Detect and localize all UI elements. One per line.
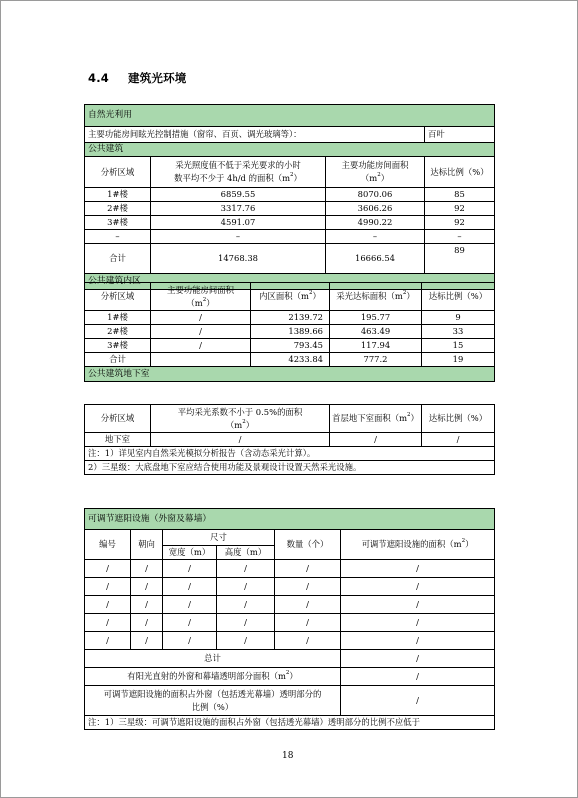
table-cell: / [151,311,251,325]
table-cell: 9 [422,311,495,325]
table-row [85,202,495,216]
direct-sun-value: / [341,668,495,686]
table-row [85,614,495,632]
glare-control-label: 主要功能房间眩光控制措施（窗帘、百页、调光玻璃等）： [85,127,425,143]
table-cell: / [217,578,275,596]
table-cell: 1#楼 [85,311,151,325]
section-heading [88,70,187,86]
table-row [85,216,495,230]
table-cell: 1389.66 [251,325,330,339]
table-cell: 6859.55 [151,188,326,202]
table-cell: / [341,596,495,614]
superscript-2: 2 [377,172,381,178]
table-cell: 4990.22 [326,216,425,230]
table-cell: 4233.84 [251,353,330,367]
table-cell: / [330,433,422,447]
col-orientation: 朝向 [131,530,163,560]
shading-header: 可调节遮阳设施（外窗及幕墙） [85,509,495,530]
table-cell: / [85,596,131,614]
superscript-2: 2 [202,296,207,303]
table-cell: 8070.06 [326,188,425,202]
col-ratio: 达标比例（%） [422,405,495,433]
table-cell: 合计 [85,353,151,367]
table-row [85,560,495,578]
cell-text: 内区面积（m [259,291,309,301]
glare-control-value: 百叶 [425,127,495,143]
col-number: 编号 [85,530,131,560]
table-row [85,433,495,447]
shading-ratio-row [85,686,495,716]
table-cell: 33 [422,325,495,339]
superscript-2: 2 [308,290,313,296]
table-cell: 195.77 [330,311,422,325]
table-cell: / [275,596,341,614]
cell-text: （m [186,297,203,308]
table-cell: / [85,614,131,632]
table-cell: / [217,596,275,614]
basement-table [84,404,495,475]
table-cell: / [217,632,275,650]
table-cell: / [275,632,341,650]
table-cell: – [425,230,495,244]
table-cell: 92 [425,216,495,230]
total-row [85,650,495,668]
table-row [85,230,495,244]
table-cell: / [151,325,251,339]
table-cell: / [151,433,330,447]
table-cell: 1#楼 [85,188,151,202]
cell-text: 主要功能房间面积 [341,160,409,170]
table-cell: / [85,578,131,596]
total-value: / [341,650,495,668]
cell-text: 平均采光系数不小于 0.5%的面积 [177,406,303,417]
col-shading-area: 可调节遮阳设施的面积$(m^2)$ [341,530,495,560]
cell-text: 采光照度值不低于采光要求的小时 [175,160,301,170]
superscript-2: 2 [285,670,290,676]
cell-text: 比例（%） [191,701,234,712]
cell-text: （m [360,173,378,183]
table-cell: / [275,614,341,632]
table-cell: / [341,614,495,632]
direct-sun-label: 有阳光直射的外窗和幕墙透明部分面积$(m^2)$ [85,668,341,686]
table-cell: / [131,560,163,578]
natural-light-table [84,104,495,290]
cell-text: 可调节遮阳设施的面积占外窗（包括透光幕墙）透明部分的 [103,688,322,699]
col-height: 高度（m） [217,546,275,560]
table-cell: / [341,560,495,578]
col-daylight-coef-area: 平均采光系数不小于 0.5%的面积 $(m^2)$ [151,405,330,433]
table-cell: 2139.72 [251,311,330,325]
superscript-2: 2 [407,412,411,418]
table-cell: / [131,596,163,614]
table-cell: / [151,339,251,353]
table-cell: – [151,230,326,244]
col-inner-area: 内区面积$(m^2)$ [251,283,330,311]
cell-text: 采光达标面积（m [336,291,403,301]
cell-text: 首层地下室面积（m [332,413,408,423]
table-cell: 85 [425,188,495,202]
table-cell: / [85,632,131,650]
table-row [85,311,495,325]
cell-text: 主要功能房间面积 [167,284,234,295]
table-cell: 117.94 [330,339,422,353]
table-cell: / [131,632,163,650]
interior-header: 公共建筑内区 [85,274,495,290]
table-cell: / [163,560,217,578]
shading-ratio-label [85,686,341,716]
table-cell: / [341,632,495,650]
note-line-2: 2）三星级：大底盘地下室应结合使用功能及景观设计设置天然采光设施。 [85,461,495,475]
table-cell: / [131,578,163,596]
col-room-area: 主要功能房间面积 $(m^2)$ [326,157,425,188]
table-cell: / [163,614,217,632]
table-cell: / [217,560,275,578]
col-first-basement-area: 首层地下室面积$(m^2)$ [330,405,422,433]
superscript-2: 2 [290,172,294,178]
total-row [85,244,495,274]
col-ratio: 达标比例（%） [422,283,495,311]
table-row [85,578,495,596]
table-cell: / [163,632,217,650]
table-cell: / [422,433,495,447]
shading-note: 注：1）三星级：可调节遮阳设施的面积占外窗（包括透光幕墙）透明部分的比例不应低于 [85,716,495,730]
table-cell: 15 [422,339,495,353]
superscript-2: 2 [242,418,246,425]
table-cell: / [85,560,131,578]
table-cell: 463.49 [330,325,422,339]
table-cell: 19 [422,353,495,367]
note-line-1: 注：1）详见室内自然采光模拟分析报告（含动态采光计算）。 [85,447,495,461]
interior-table [84,282,495,382]
direct-sun-row [85,668,495,686]
cell-text: 可调节遮阳设施的面积（m [361,539,462,549]
table-cell: – [85,230,151,244]
table-row [85,325,495,339]
basement-header: 公共建筑地下室 [85,367,495,382]
table-row [85,596,495,614]
superscript-2: 2 [461,538,466,544]
shading-table [84,508,495,730]
shading-ratio-value: / [341,686,495,716]
table-row [85,632,495,650]
col-daylight-area: 采光照度值不低于采光要求的小时 数平均不少于 4h/d 的面积$(m^2)$ [151,157,326,188]
table-cell: 2#楼 [85,325,151,339]
table-cell: / [217,614,275,632]
table-cell: 2#楼 [85,202,151,216]
table-cell: 793.45 [251,339,330,353]
table-cell: 3606.26 [326,202,425,216]
col-ratio: 达标比例（%） [425,157,495,188]
page-number: 18 [282,751,294,761]
table-cell: 89 [425,244,495,274]
table-cell: 14768.38 [151,244,326,274]
cell-text: 数平均不少于 4h/d 的面积（m [174,173,291,183]
table-cell: / [163,596,217,614]
table-cell: – [326,230,425,244]
col-analysis-area: 分析区域 [85,157,151,188]
table-cell: 777.2 [330,353,422,367]
table-cell: / [275,560,341,578]
table-cell: 3#楼 [85,216,151,230]
table-cell: 16666.54 [326,244,425,274]
table-cell: 3317.76 [151,202,326,216]
col-daylit-area: 采光达标面积$(m^2)$ [330,283,422,311]
cell-text: 有阳光直射的外窗和幕墙透明部分面积（m [127,671,286,681]
table-cell: / [163,578,217,596]
col-width: 宽度（m） [163,546,217,560]
table-cell [151,353,251,367]
col-analysis-area: 分析区域 [85,405,151,433]
col-quantity: 数量（个） [275,530,341,560]
table-cell: 3#楼 [85,339,151,353]
col-room-area: 主要功能房间面积 $(m^2)$ [151,283,251,311]
table-cell: / [275,578,341,596]
total-row [85,353,495,367]
table-cell: / [341,578,495,596]
col-analysis-area: 分析区域 [85,283,151,311]
table-cell: 地下室 [85,433,151,447]
table-cell: 4591.07 [151,216,326,230]
section-number: 4.4 [88,71,109,85]
natural-light-header: 自然光利用 [85,105,495,127]
total-label: 总计 [85,650,341,668]
superscript-2: 2 [402,290,407,296]
table-row [85,339,495,353]
col-size: 尺寸 [163,530,275,546]
public-building-header: 公共建筑 [85,143,495,157]
section-title: 建筑光环境 [128,71,187,85]
table-cell: / [131,614,163,632]
cell-text: （m [225,419,243,430]
table-cell: 92 [425,202,495,216]
table-row [85,188,495,202]
table-cell: 合计 [85,244,151,274]
